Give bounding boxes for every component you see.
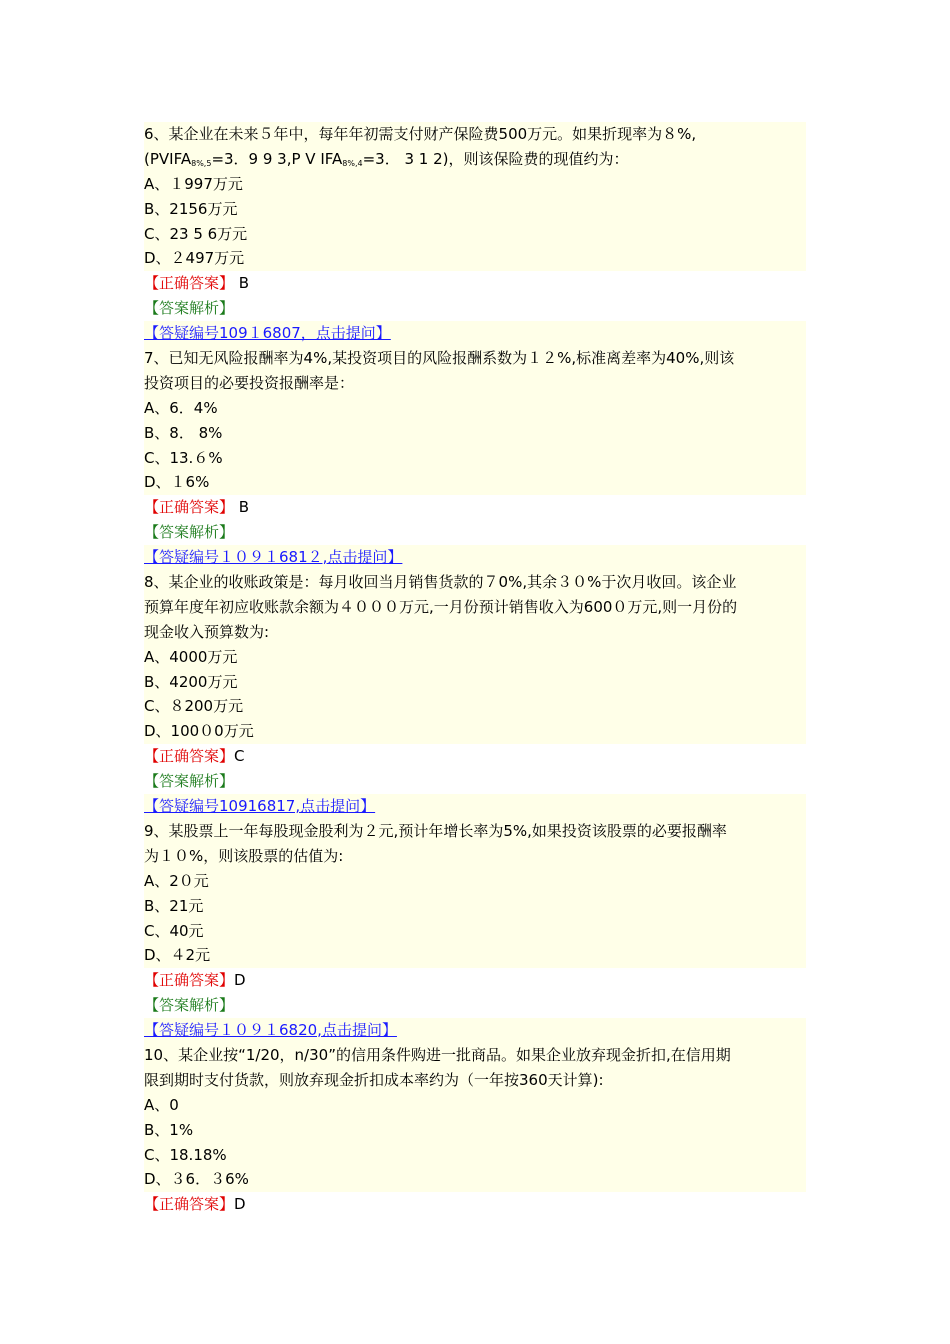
ask-question-link[interactable]: 【答疑编号10916817,点击提问】 [144, 797, 376, 816]
question-stem-line: 8、某企业的收账政策是：每月收回当月销售货款的７0%,其余３０%于次月收回。该企业 [144, 570, 806, 595]
correct-answer-value: B [234, 498, 250, 517]
question-stem-line: 6、某企业在未来５年中，每年年初需支付财产保险费500万元。如果折现率为８%, [144, 122, 806, 147]
correct-answer-row [144, 271, 806, 296]
correct-answer-row [144, 495, 806, 520]
correct-answer-label: 【正确答案】 [144, 1195, 235, 1214]
option-c: C、23 5 6万元 [144, 222, 806, 247]
option-a: A、4000万元 [144, 645, 806, 670]
option-b: B、8． 8% [144, 421, 806, 446]
option-c: C、８200万元 [144, 694, 806, 719]
option-a: A、0 [144, 1093, 806, 1118]
correct-answer-label: 【正确答案】 [144, 747, 235, 766]
question-stem-line: 10、某企业按“1/20，n/30”的信用条件购进一批商品。如果企业放弃现金折扣,在信用期 [144, 1043, 806, 1068]
question-8 [144, 570, 806, 819]
ask-question-link[interactable]: 【答疑编号１０９１681２,点击提问】 [144, 548, 403, 567]
question-stem-line: 投资项目的必要投资报酬率是： [144, 371, 806, 396]
question-7 [144, 346, 806, 570]
answer-analysis-label: 【答案解析】 [144, 523, 235, 542]
question-10 [144, 1043, 806, 1217]
question-stem-line: 限到期时支付货款，则放弃现金折扣成本率约为（一年按360天计算): [144, 1068, 806, 1093]
ask-question-link-row [144, 321, 806, 346]
correct-answer-value: C [234, 747, 245, 766]
correct-answer-value: D [234, 1195, 246, 1214]
option-b: B、21元 [144, 894, 806, 919]
correct-answer-row [144, 1192, 806, 1217]
ask-question-link[interactable]: 【答疑编号１０９１6820,点击提问】 [144, 1021, 397, 1040]
answer-analysis-label: 【答案解析】 [144, 996, 235, 1015]
option-c: C、13.６% [144, 446, 806, 471]
option-a: A、6．4% [144, 396, 806, 421]
ask-question-link[interactable]: 【答疑编号109１6807，点击提问】 [144, 324, 391, 343]
ask-question-link-row [144, 1018, 806, 1043]
option-b: B、1% [144, 1118, 806, 1143]
option-d: D、３6．３6% [144, 1167, 806, 1192]
question-stem-line: 现金收入预算数为: [144, 620, 806, 645]
document-body [144, 122, 806, 1217]
question-stem-line: ($PVIFA_{8\%,5}=3$．9 9 3,P V $IFA_{8\%,4}=3$． 3 1 2)，则该保险费的现值约为： [144, 147, 806, 172]
correct-answer-value: D [234, 971, 246, 990]
correct-answer-value: B [234, 274, 250, 293]
option-c: C、18.18% [144, 1143, 806, 1168]
option-d: D、４2元 [144, 943, 806, 968]
option-b: B、2156万元 [144, 197, 806, 222]
option-a: A、１997万元 [144, 172, 806, 197]
option-d: D、100０0万元 [144, 719, 806, 744]
option-d: D、２497万元 [144, 246, 806, 271]
answer-analysis-label: 【答案解析】 [144, 772, 235, 791]
correct-answer-label: 【正确答案】 [144, 274, 235, 293]
correct-answer-row [144, 744, 806, 769]
question-stem-line: 预算年度年初应收账款余额为４０００万元,一月份预计销售收入为600０万元,则一月份的 [144, 595, 806, 620]
subscript: 8%,4 [342, 158, 363, 168]
question-6 [144, 122, 806, 346]
option-d: D、１6% [144, 470, 806, 495]
option-c: C、40元 [144, 919, 806, 944]
question-stem-line: 7、已知无风险报酬率为4%,某投资项目的风险报酬系数为１２%,标准离差率为40%,则该 [144, 346, 806, 371]
question-stem-line: 9、某股票上一年每股现金股利为２元,预计年增长率为5%,如果投资该股票的必要报酬率 [144, 819, 806, 844]
ask-question-link-row [144, 545, 806, 570]
option-a: A、2０元 [144, 869, 806, 894]
question-9 [144, 819, 806, 1043]
option-b: B、4200万元 [144, 670, 806, 695]
correct-answer-row [144, 968, 806, 993]
correct-answer-label: 【正确答案】 [144, 498, 235, 517]
answer-analysis-label: 【答案解析】 [144, 299, 235, 318]
subscript: 8%,5 [191, 158, 212, 168]
correct-answer-label: 【正确答案】 [144, 971, 235, 990]
question-stem-line: 为１０%，则该股票的估值为: [144, 844, 806, 869]
ask-question-link-row [144, 794, 806, 819]
